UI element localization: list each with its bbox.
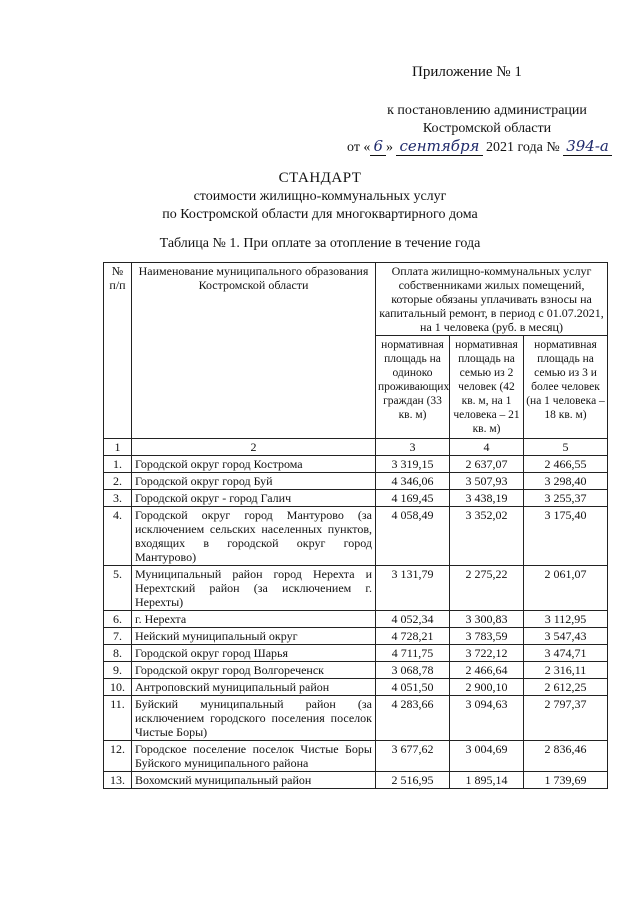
row-name: Буйский муниципальный район (за исключением городского поселения поселок Чистые Боры): [132, 696, 376, 741]
row-value-1: 4 728,21: [376, 628, 450, 645]
decree-line-2: Костромской области: [422, 121, 552, 136]
row-value-1: 4 711,75: [376, 645, 450, 662]
header-col-no: № п/п: [104, 263, 132, 439]
row-name: Городской округ город Волгореченск: [132, 662, 376, 679]
row-no: 11.: [104, 696, 132, 741]
row-value-2: 3 783,59: [450, 628, 524, 645]
row-value-3: 3 547,43: [524, 628, 608, 645]
col-number-4: 4: [450, 439, 524, 456]
row-value-1: 4 346,06: [376, 473, 450, 490]
row-value-2: 2 900,10: [450, 679, 524, 696]
row-value-3: 2 797,37: [524, 696, 608, 741]
date-year: 2021 года №: [486, 140, 560, 155]
header-subcol-two: нормативная площадь на семью из 2 человек (42 кв. м, на 1 человека – 21 кв. м): [450, 336, 524, 439]
decree-number-handwritten: 394-а: [563, 137, 612, 156]
row-value-1: 4 052,34: [376, 611, 450, 628]
row-name: Нейский муниципальный округ: [132, 628, 376, 645]
date-prefix: от «: [347, 140, 371, 155]
row-value-3: 2 061,07: [524, 566, 608, 611]
table-row: [104, 662, 608, 679]
header-col-name: Наименование муниципального образования Костромской области: [132, 263, 376, 439]
row-value-2: 3 438,19: [450, 490, 524, 507]
row-value-1: 4 169,45: [376, 490, 450, 507]
row-value-3: 3 255,37: [524, 490, 608, 507]
row-name: Муниципальный район город Нерехта и Нерехтский район (за исключением г. Нерехты): [132, 566, 376, 611]
row-no: 1.: [104, 456, 132, 473]
header-subcol-three: нормативная площадь на семью из 3 и более человек (на 1 человека – 18 кв. м): [524, 336, 608, 439]
row-value-3: 3 112,95: [524, 611, 608, 628]
row-value-2: 3 507,93: [450, 473, 524, 490]
table-row: [104, 507, 608, 566]
row-value-1: 3 068,78: [376, 662, 450, 679]
row-no: 7.: [104, 628, 132, 645]
date-day-handwritten: 6: [370, 137, 386, 156]
row-value-2: 3 004,69: [450, 741, 524, 772]
row-value-1: 3 131,79: [376, 566, 450, 611]
row-no: 2.: [104, 473, 132, 490]
decree-reference: [352, 102, 622, 138]
row-no: 5.: [104, 566, 132, 611]
row-no: 9.: [104, 662, 132, 679]
row-name: Городское поселение поселок Чистые Боры Буйского муниципального района: [132, 741, 376, 772]
row-no: 6.: [104, 611, 132, 628]
row-value-1: 4 058,49: [376, 507, 450, 566]
table-row: [104, 456, 608, 473]
row-value-2: 3 300,83: [450, 611, 524, 628]
row-value-1: 2 516,95: [376, 772, 450, 789]
table-row: [104, 566, 608, 611]
row-name: Вохомский муниципальный район: [132, 772, 376, 789]
row-name: Городской округ - город Галич: [132, 490, 376, 507]
row-no: 8.: [104, 645, 132, 662]
decree-date-line: [347, 137, 612, 156]
date-month-handwritten: сентября: [396, 137, 482, 156]
row-name: г. Нерехта: [132, 611, 376, 628]
table-caption: Таблица № 1. При оплате за отопление в течение года: [159, 236, 481, 251]
decree-line-1: к постановлению администрации: [387, 103, 587, 118]
row-value-2: 1 895,14: [450, 772, 524, 789]
header-subcol-single: нормативная площадь на одиноко проживающих граждан (33 кв. м): [376, 336, 450, 439]
row-value-2: 2 275,22: [450, 566, 524, 611]
row-value-1: 4 051,50: [376, 679, 450, 696]
table-row: [104, 645, 608, 662]
table-row: [104, 473, 608, 490]
date-mid: »: [385, 140, 393, 155]
row-value-3: 3 175,40: [524, 507, 608, 566]
row-name: Городской округ город Мантурово (за исключением сельских населенных пунктов, входящих в городской округ город Мантурово): [132, 507, 376, 566]
row-value-3: 2 316,11: [524, 662, 608, 679]
row-value-1: 3 677,62: [376, 741, 450, 772]
row-name: Антроповский муниципальный район: [132, 679, 376, 696]
subtitle-line-2: по Костромской области для многоквартирного дома: [162, 207, 478, 222]
row-no: 13.: [104, 772, 132, 789]
row-value-3: 1 739,69: [524, 772, 608, 789]
row-no: 10.: [104, 679, 132, 696]
row-value-3: 2 612,25: [524, 679, 608, 696]
row-value-2: 3 352,02: [450, 507, 524, 566]
table-row: [104, 696, 608, 741]
row-value-3: 2 466,55: [524, 456, 608, 473]
row-name: Городской округ город Кострома: [132, 456, 376, 473]
table-row: [104, 741, 608, 772]
row-value-1: 4 283,66: [376, 696, 450, 741]
table-row: [104, 490, 608, 507]
row-name: Городской округ город Буй: [132, 473, 376, 490]
row-name: Городской округ город Шарья: [132, 645, 376, 662]
table-row: [104, 772, 608, 789]
col-number-2: 2: [132, 439, 376, 456]
col-number-5: 5: [524, 439, 608, 456]
header-col-payment: Оплата жилищно-коммунальных услуг собственниками жилых помещений, которые обязаны уплачивать взносы на капитальный ремонт, в период с 01.07.2021, на 1 человека (руб. в месяц): [376, 263, 608, 336]
table-row: [104, 628, 608, 645]
subtitle-line-1: стоимости жилищно-коммунальных услуг: [193, 189, 447, 204]
document-subtitle: [0, 188, 640, 224]
row-no: 4.: [104, 507, 132, 566]
table-row: [104, 679, 608, 696]
row-value-2: 2 637,07: [450, 456, 524, 473]
appendix-label: Приложение № 1: [412, 64, 522, 80]
tariff-table: [103, 262, 608, 789]
row-no: 3.: [104, 490, 132, 507]
row-value-1: 3 319,15: [376, 456, 450, 473]
col-number-3: 3: [376, 439, 450, 456]
row-value-2: 3 722,12: [450, 645, 524, 662]
row-value-2: 3 094,63: [450, 696, 524, 741]
row-value-3: 3 298,40: [524, 473, 608, 490]
row-value-3: 2 836,46: [524, 741, 608, 772]
col-number-1: 1: [104, 439, 132, 456]
document-title: СТАНДАРТ: [278, 170, 362, 186]
table-row: [104, 611, 608, 628]
row-value-2: 2 466,64: [450, 662, 524, 679]
row-no: 12.: [104, 741, 132, 772]
row-value-3: 3 474,71: [524, 645, 608, 662]
